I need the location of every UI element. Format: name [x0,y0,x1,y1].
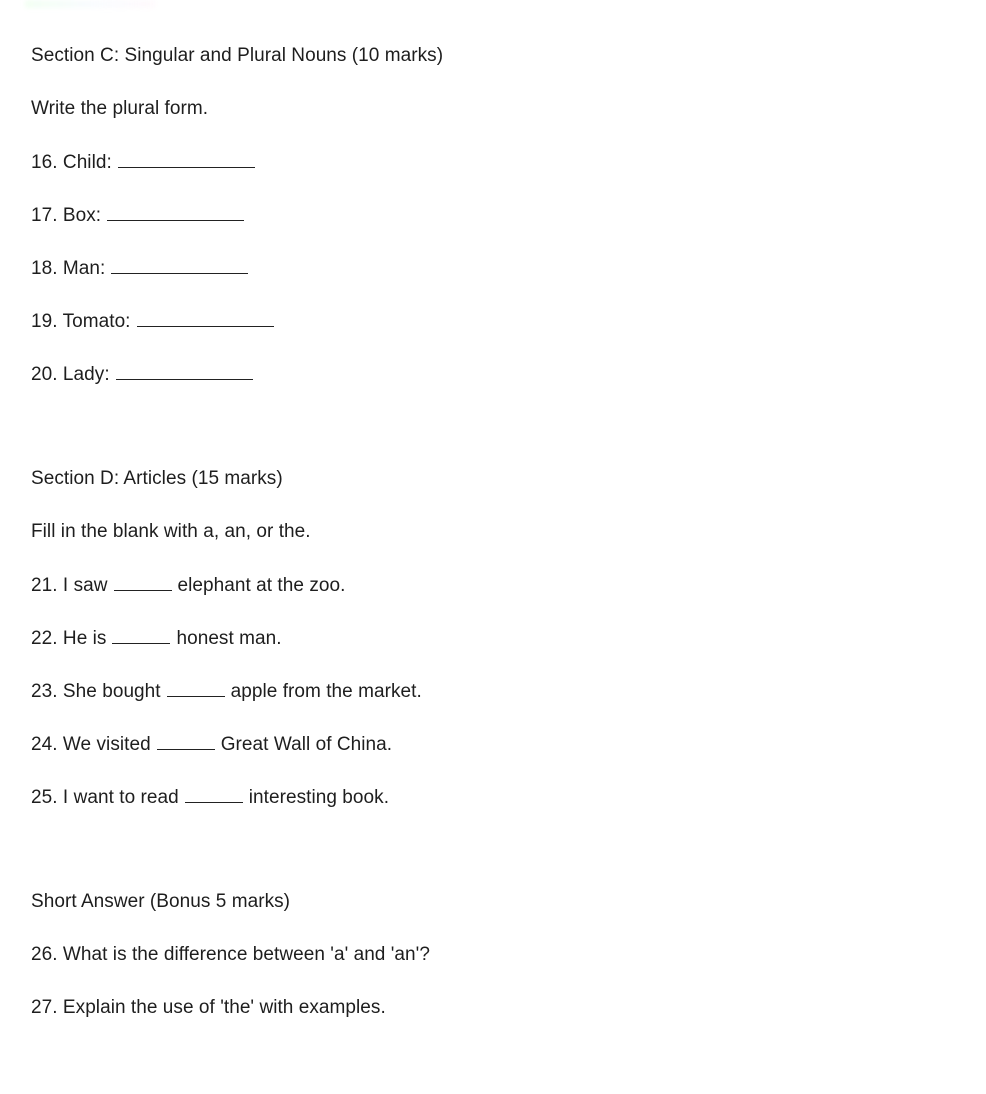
question-text: What is the difference between 'a' and 'an'? [62,944,430,965]
question-number: 20. [31,364,58,385]
question-24 [31,733,392,756]
question-word: Man: [62,258,106,279]
question-number: 17. [31,205,58,226]
question-number: 19. [31,311,58,332]
question-26 [31,944,430,966]
question-27 [31,997,386,1019]
answer-blank-21[interactable] [114,574,172,591]
question-text-before: He is [62,628,107,649]
question-text: Explain the use of 'the' with examples. [62,997,386,1018]
question-23 [31,680,422,703]
answer-blank-16[interactable] [118,151,255,168]
question-22 [31,627,282,650]
question-word: Lady: [62,364,110,385]
answer-blank-25[interactable] [185,786,243,803]
question-text-before: I want to read [62,787,179,808]
answer-blank-17[interactable] [107,204,244,221]
question-text-after: elephant at the zoo. [177,575,346,596]
question-17 [31,204,244,227]
page-top-artifact [25,0,155,8]
question-text-before: I saw [62,575,108,596]
question-18 [31,257,248,280]
question-16 [31,151,255,174]
question-number: 23. [31,681,58,702]
question-word: Box: [62,205,102,226]
question-number: 22. [31,628,58,649]
question-number: 18. [31,258,58,279]
answer-blank-22[interactable] [112,627,170,644]
question-number: 24. [31,734,58,755]
short-answer-heading: Short Answer (Bonus 5 marks) [31,891,291,912]
question-19 [31,310,274,333]
question-word: Tomato: [62,311,131,332]
question-number: 21. [31,575,58,596]
section-c-instruction: Write the plural form. [31,98,209,119]
answer-blank-23[interactable] [167,680,225,697]
question-word: Child: [62,152,112,173]
answer-blank-18[interactable] [111,257,248,274]
question-21 [31,574,345,597]
section-d-instruction: Fill in the blank with a, an, or the. [31,521,311,542]
question-number: 27. [31,997,58,1018]
question-text-after: apple from the market. [230,681,422,702]
question-text-before: We visited [62,734,151,755]
question-text-after: Great Wall of China. [220,734,393,755]
answer-blank-24[interactable] [157,733,215,750]
answer-blank-19[interactable] [137,310,274,327]
section-c-heading: Section C: Singular and Plural Nouns (10 marks) [31,45,444,66]
question-25 [31,786,389,809]
question-number: 26. [31,944,58,965]
answer-blank-20[interactable] [116,363,253,380]
question-text-after: interesting book. [248,787,390,808]
section-d-heading: Section D: Articles (15 marks) [31,468,283,489]
question-text-before: She bought [62,681,161,702]
question-number: 25. [31,787,58,808]
question-number: 16. [31,152,58,173]
question-text-after: honest man. [176,628,282,649]
question-20 [31,363,253,386]
